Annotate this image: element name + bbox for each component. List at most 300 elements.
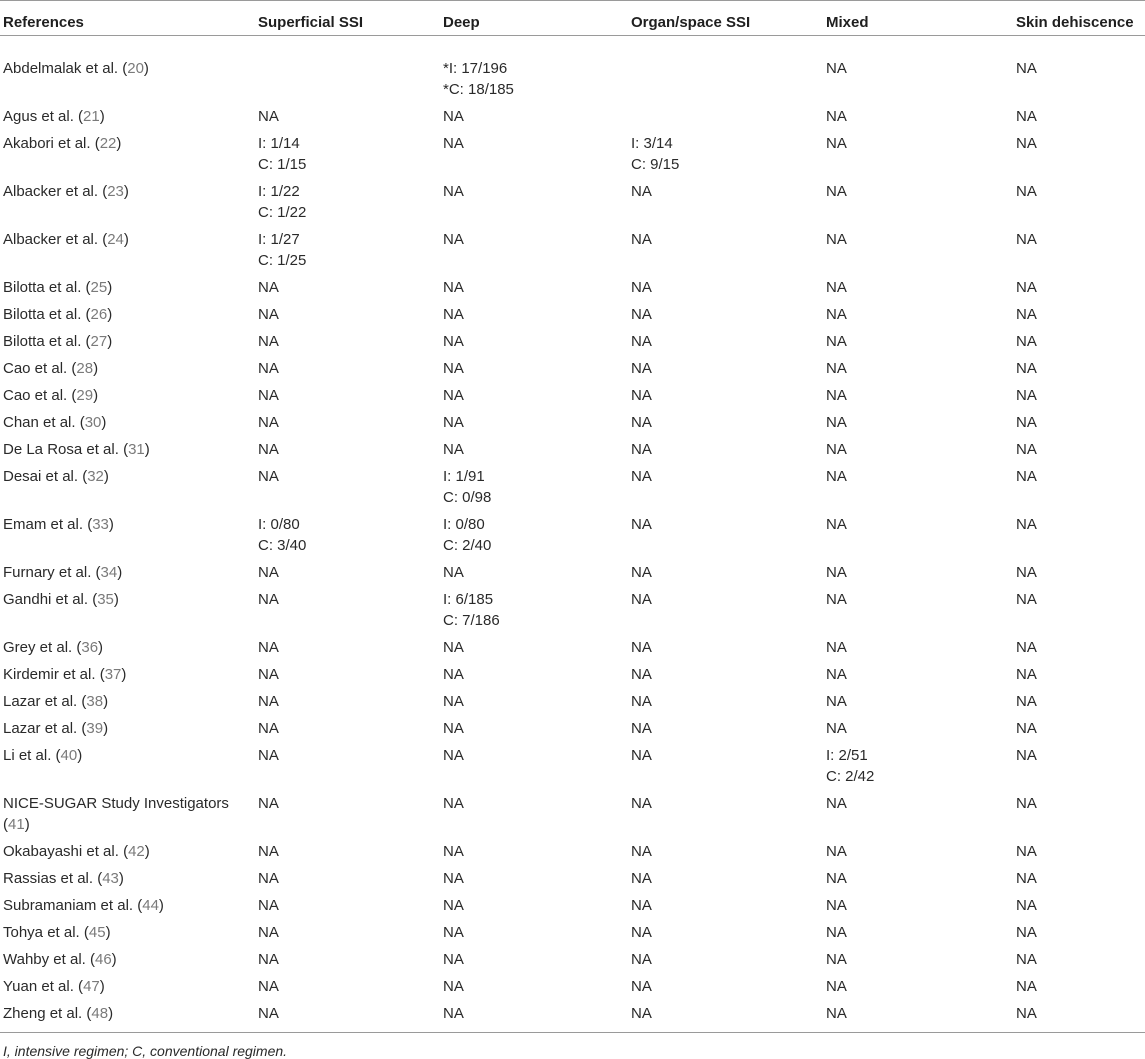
reference-cell xyxy=(0,943,258,970)
citation-link[interactable]: 45 xyxy=(88,924,106,941)
cell-value: NA xyxy=(1016,231,1037,248)
skin-dehiscence-cell xyxy=(1016,508,1145,556)
mixed-cell xyxy=(826,835,1016,862)
mixed-cell xyxy=(826,508,1016,556)
citation-link[interactable]: 21 xyxy=(83,108,100,125)
citation-link[interactable]: 40 xyxy=(60,747,78,764)
reference-text: Subramaniam et al. ( xyxy=(3,897,143,914)
cell-value: NA xyxy=(631,639,652,656)
cell-value: NA xyxy=(443,387,464,404)
skin-dehiscence-cell xyxy=(1016,835,1145,862)
mixed-cell xyxy=(826,583,1016,631)
cell-value: NA xyxy=(1016,414,1037,431)
reference-text: Zheng et al. ( xyxy=(3,1005,92,1022)
mixed-cell xyxy=(826,352,1016,379)
citation-close-paren: ) xyxy=(93,387,99,404)
citation-close-paren: ) xyxy=(117,564,123,581)
mixed-cell xyxy=(826,175,1016,223)
cell-value: NA xyxy=(258,468,279,485)
cell-value: NA xyxy=(443,795,464,812)
deep-cell xyxy=(443,916,631,943)
skin-dehiscence-cell xyxy=(1016,127,1145,175)
cell-value: NA xyxy=(826,468,847,485)
citation-link[interactable]: 43 xyxy=(102,870,119,887)
cell-value: NA xyxy=(826,870,847,887)
organ-space-ssi-cell xyxy=(631,889,826,916)
table-row xyxy=(0,712,1145,739)
cell-value: I: 6/185 xyxy=(443,591,494,608)
skin-dehiscence-cell xyxy=(1016,460,1145,508)
deep-cell xyxy=(443,658,631,685)
citation-link[interactable]: 46 xyxy=(94,951,112,968)
citation-close-paren: ) xyxy=(99,978,105,995)
reference-text: Li et al. ( xyxy=(3,747,61,764)
citation-close-paren: ) xyxy=(116,135,122,152)
deep-cell xyxy=(443,583,631,631)
citation-close-paren: ) xyxy=(103,720,109,737)
cell-value: NA xyxy=(443,183,464,200)
reference-cell xyxy=(0,631,258,658)
mixed-cell xyxy=(826,970,1016,997)
cell-value: NA xyxy=(631,468,652,485)
citation-link[interactable]: 25 xyxy=(90,279,108,296)
cell-value: NA xyxy=(1016,720,1037,737)
header-superficial-ssi: Superficial SSI xyxy=(258,1,443,36)
cell-value: NA xyxy=(443,639,464,656)
cell-value: NA xyxy=(1016,591,1037,608)
table-row xyxy=(0,943,1145,970)
mixed-cell xyxy=(826,739,1016,787)
citation-close-paren: ) xyxy=(121,666,127,683)
table-row xyxy=(0,433,1145,460)
cell-value: NA xyxy=(1016,978,1037,995)
deep-cell xyxy=(443,406,631,433)
deep-cell xyxy=(443,223,631,271)
reference-cell xyxy=(0,787,258,835)
skin-dehiscence-cell xyxy=(1016,223,1145,271)
cell-value: NA xyxy=(258,414,279,431)
skin-dehiscence-cell xyxy=(1016,997,1145,1033)
citation-link[interactable]: 32 xyxy=(87,468,104,485)
skin-dehiscence-cell xyxy=(1016,36,1145,101)
superficial-ssi-cell xyxy=(258,271,443,298)
citation-close-paren: ) xyxy=(105,924,111,941)
cell-value: NA xyxy=(258,951,279,968)
cell-value: NA xyxy=(1016,795,1037,812)
citation-close-paren: ) xyxy=(123,183,129,200)
superficial-ssi-cell xyxy=(258,298,443,325)
organ-space-ssi-cell xyxy=(631,787,826,835)
organ-space-ssi-cell xyxy=(631,970,826,997)
cell-value: NA xyxy=(1016,1005,1037,1022)
cell-value: NA xyxy=(1016,843,1037,860)
reference-cell xyxy=(0,433,258,460)
cell-value: NA xyxy=(826,693,847,710)
cell-value: NA xyxy=(826,441,847,458)
cell-value: I: 0/80 xyxy=(258,516,300,533)
table-row xyxy=(0,862,1145,889)
superficial-ssi-cell xyxy=(258,100,443,127)
table-row xyxy=(0,298,1145,325)
cell-value: NA xyxy=(631,747,652,764)
reference-cell xyxy=(0,223,258,271)
organ-space-ssi-cell xyxy=(631,556,826,583)
citation-link[interactable]: 22 xyxy=(99,135,117,152)
mixed-cell xyxy=(826,943,1016,970)
cell-value: NA xyxy=(826,333,847,350)
citation-link[interactable]: 35 xyxy=(97,591,114,608)
deep-cell xyxy=(443,298,631,325)
superficial-ssi-cell xyxy=(258,406,443,433)
table-footnote: I, intensive regimen; C, conventional regimen. xyxy=(3,1043,288,1059)
citation-link[interactable]: 20 xyxy=(127,60,144,77)
mixed-cell xyxy=(826,325,1016,352)
cell-value: NA xyxy=(258,564,279,581)
superficial-ssi-cell xyxy=(258,685,443,712)
cell-value: NA xyxy=(631,231,652,248)
reference-cell xyxy=(0,127,258,175)
table-row xyxy=(0,352,1145,379)
reference-text: Emam et al. ( xyxy=(3,516,93,533)
citation-link[interactable]: 48 xyxy=(91,1005,109,1022)
cell-value: C: 1/22 xyxy=(258,204,307,221)
skin-dehiscence-cell xyxy=(1016,325,1145,352)
organ-space-ssi-cell xyxy=(631,175,826,223)
cell-value: NA xyxy=(826,978,847,995)
cell-value: I: 1/22 xyxy=(258,183,300,200)
reference-text: Tohya et al. ( xyxy=(3,924,89,941)
citation-link[interactable]: 47 xyxy=(83,978,100,995)
cell-value: *C: 18/185 xyxy=(443,81,514,98)
cell-value: NA xyxy=(443,747,464,764)
organ-space-ssi-cell xyxy=(631,325,826,352)
cell-value: NA xyxy=(443,279,464,296)
cell-value: NA xyxy=(258,279,279,296)
deep-cell xyxy=(443,127,631,175)
skin-dehiscence-cell xyxy=(1016,175,1145,223)
citation-link[interactable]: 44 xyxy=(142,897,159,914)
cell-value: I: 1/14 xyxy=(258,135,300,152)
reference-text: Yuan et al. ( xyxy=(3,978,84,995)
cell-value: NA xyxy=(826,666,847,683)
citation-close-paren: ) xyxy=(107,279,113,296)
cell-value: C: 2/42 xyxy=(826,768,875,785)
skin-dehiscence-cell xyxy=(1016,583,1145,631)
cell-value: NA xyxy=(443,693,464,710)
reference-text: Wahby et al. ( xyxy=(3,951,95,968)
reference-text: Agus et al. ( xyxy=(3,108,84,125)
mixed-cell xyxy=(826,631,1016,658)
cell-value: NA xyxy=(258,333,279,350)
cell-value: NA xyxy=(631,441,652,458)
skin-dehiscence-cell xyxy=(1016,685,1145,712)
organ-space-ssi-cell xyxy=(631,36,826,101)
table-row xyxy=(0,997,1145,1033)
mixed-cell xyxy=(826,433,1016,460)
reference-text: Cao et al. ( xyxy=(3,360,77,377)
citation-close-paren: ) xyxy=(99,108,105,125)
table-row xyxy=(0,889,1145,916)
table-row xyxy=(0,175,1145,223)
organ-space-ssi-cell xyxy=(631,997,826,1033)
cell-value: NA xyxy=(443,1005,464,1022)
skin-dehiscence-cell xyxy=(1016,712,1145,739)
cell-value: NA xyxy=(631,279,652,296)
cell-value: NA xyxy=(826,924,847,941)
deep-cell xyxy=(443,175,631,223)
cell-value: NA xyxy=(443,333,464,350)
cell-value: C: 0/98 xyxy=(443,489,492,506)
organ-space-ssi-cell xyxy=(631,100,826,127)
citation-link[interactable]: 41 xyxy=(8,816,25,833)
cell-value: NA xyxy=(443,564,464,581)
citation-close-paren: ) xyxy=(158,897,164,914)
deep-cell xyxy=(443,943,631,970)
reference-cell xyxy=(0,352,258,379)
header-mixed: Mixed xyxy=(826,1,1016,36)
table-row xyxy=(0,631,1145,658)
citation-close-paren: ) xyxy=(103,693,109,710)
cell-value: NA xyxy=(1016,135,1037,152)
citation-close-paren: ) xyxy=(107,333,113,350)
citation-close-paren: ) xyxy=(108,516,114,533)
citation-close-paren: ) xyxy=(108,1005,114,1022)
superficial-ssi-cell xyxy=(258,36,443,101)
citation-link[interactable]: 26 xyxy=(90,306,108,323)
cell-value: NA xyxy=(631,387,652,404)
organ-space-ssi-cell xyxy=(631,223,826,271)
cell-value: NA xyxy=(631,333,652,350)
cell-value: NA xyxy=(258,387,279,404)
cell-value: NA xyxy=(258,747,279,764)
cell-value: NA xyxy=(631,516,652,533)
reference-cell xyxy=(0,36,258,101)
reference-cell xyxy=(0,379,258,406)
reference-text: Desai et al. ( xyxy=(3,468,88,485)
citation-close-paren: ) xyxy=(113,591,119,608)
skin-dehiscence-cell xyxy=(1016,739,1145,787)
superficial-ssi-cell xyxy=(258,787,443,835)
deep-cell xyxy=(443,862,631,889)
superficial-ssi-cell xyxy=(258,889,443,916)
citation-link[interactable]: 39 xyxy=(86,720,104,737)
cell-value: NA xyxy=(443,108,464,125)
cell-value: NA xyxy=(826,951,847,968)
superficial-ssi-cell xyxy=(258,631,443,658)
cell-value: NA xyxy=(443,135,464,152)
citation-link[interactable]: 29 xyxy=(76,387,94,404)
citation-link[interactable]: 23 xyxy=(107,183,124,200)
cell-value: NA xyxy=(1016,870,1037,887)
header-row xyxy=(0,1,1145,36)
reference-text: Bilotta et al. ( xyxy=(3,306,91,323)
organ-space-ssi-cell xyxy=(631,712,826,739)
skin-dehiscence-cell xyxy=(1016,787,1145,835)
cell-value: I: 2/51 xyxy=(826,747,868,764)
mixed-cell xyxy=(826,460,1016,508)
header-skin-dehiscence: Skin dehiscence xyxy=(1016,1,1145,36)
cell-value: I: 0/80 xyxy=(443,516,485,533)
cell-value: NA xyxy=(631,414,652,431)
cell-value: NA xyxy=(258,108,279,125)
citation-link[interactable]: 30 xyxy=(84,414,102,431)
cell-value: NA xyxy=(631,306,652,323)
citation-link[interactable]: 27 xyxy=(90,333,108,350)
skin-dehiscence-cell xyxy=(1016,970,1145,997)
cell-value: NA xyxy=(443,924,464,941)
cell-value: NA xyxy=(1016,639,1037,656)
reference-cell xyxy=(0,970,258,997)
cell-value: NA xyxy=(258,870,279,887)
cell-value: NA xyxy=(443,666,464,683)
skin-dehiscence-cell xyxy=(1016,916,1145,943)
skin-dehiscence-cell xyxy=(1016,298,1145,325)
citation-link[interactable]: 24 xyxy=(107,231,124,248)
deep-cell xyxy=(443,271,631,298)
cell-value: NA xyxy=(631,720,652,737)
organ-space-ssi-cell xyxy=(631,943,826,970)
cell-value: NA xyxy=(826,1005,847,1022)
cell-value: NA xyxy=(258,666,279,683)
deep-cell xyxy=(443,352,631,379)
reference-cell xyxy=(0,685,258,712)
deep-cell xyxy=(443,787,631,835)
cell-value: *I: 17/196 xyxy=(443,60,508,77)
table-row xyxy=(0,556,1145,583)
cell-value: NA xyxy=(826,414,847,431)
reference-text: NICE-SUGAR Study Investigators ( xyxy=(3,795,229,833)
organ-space-ssi-cell xyxy=(631,460,826,508)
mixed-cell xyxy=(826,379,1016,406)
cell-value: NA xyxy=(1016,924,1037,941)
citation-link[interactable]: 28 xyxy=(76,360,94,377)
reference-text: Abdelmalak et al. ( xyxy=(3,60,128,77)
skin-dehiscence-cell xyxy=(1016,379,1145,406)
citation-close-paren: ) xyxy=(103,468,109,485)
citation-close-paren: ) xyxy=(98,639,104,656)
deep-cell xyxy=(443,997,631,1033)
citation-link[interactable]: 34 xyxy=(100,564,118,581)
cell-value: NA xyxy=(826,108,847,125)
mixed-cell xyxy=(826,787,1016,835)
cell-value: NA xyxy=(1016,279,1037,296)
cell-value: NA xyxy=(631,870,652,887)
citation-close-paren: ) xyxy=(118,870,124,887)
reference-text: Albacker et al. ( xyxy=(3,183,108,200)
table-header xyxy=(0,1,1145,36)
organ-space-ssi-cell xyxy=(631,916,826,943)
mixed-cell xyxy=(826,100,1016,127)
cell-value: NA xyxy=(1016,468,1037,485)
reference-cell xyxy=(0,406,258,433)
organ-space-ssi-cell xyxy=(631,298,826,325)
citation-link[interactable]: 38 xyxy=(86,693,104,710)
citation-close-paren: ) xyxy=(123,231,129,248)
superficial-ssi-cell xyxy=(258,997,443,1033)
organ-space-ssi-cell xyxy=(631,271,826,298)
cell-value: NA xyxy=(258,720,279,737)
mixed-cell xyxy=(826,916,1016,943)
cell-value: NA xyxy=(443,951,464,968)
cell-value: NA xyxy=(826,843,847,860)
cell-value: NA xyxy=(443,306,464,323)
mixed-cell xyxy=(826,406,1016,433)
deep-cell xyxy=(443,433,631,460)
reference-cell xyxy=(0,556,258,583)
table-row xyxy=(0,271,1145,298)
reference-text: Cao et al. ( xyxy=(3,387,77,404)
skin-dehiscence-cell xyxy=(1016,631,1145,658)
cell-value: NA xyxy=(631,666,652,683)
citation-link[interactable]: 33 xyxy=(92,516,109,533)
deep-cell xyxy=(443,508,631,556)
reference-text: Gandhi et al. ( xyxy=(3,591,98,608)
deep-cell xyxy=(443,556,631,583)
organ-space-ssi-cell xyxy=(631,406,826,433)
table-row xyxy=(0,325,1145,352)
citation-link[interactable]: 37 xyxy=(104,666,122,683)
cell-value: NA xyxy=(258,306,279,323)
reference-text: Chan et al. ( xyxy=(3,414,85,431)
deep-cell xyxy=(443,36,631,101)
cell-value: NA xyxy=(1016,333,1037,350)
header-references: References xyxy=(0,1,258,36)
cell-value: NA xyxy=(258,1005,279,1022)
superficial-ssi-cell xyxy=(258,325,443,352)
organ-space-ssi-cell xyxy=(631,433,826,460)
skin-dehiscence-cell xyxy=(1016,556,1145,583)
reference-cell xyxy=(0,271,258,298)
cell-value: C: 1/25 xyxy=(258,252,307,269)
reference-cell xyxy=(0,712,258,739)
citation-link[interactable]: 31 xyxy=(128,441,145,458)
table-row xyxy=(0,508,1145,556)
cell-value: NA xyxy=(443,870,464,887)
cell-value: NA xyxy=(826,306,847,323)
superficial-ssi-cell xyxy=(258,175,443,223)
cell-value: NA xyxy=(826,591,847,608)
cell-value: NA xyxy=(1016,360,1037,377)
cell-value: NA xyxy=(826,183,847,200)
citation-link[interactable]: 42 xyxy=(128,843,145,860)
deep-cell xyxy=(443,631,631,658)
table-row xyxy=(0,223,1145,271)
superficial-ssi-cell xyxy=(258,379,443,406)
mixed-cell xyxy=(826,658,1016,685)
deep-cell xyxy=(443,325,631,352)
cell-value: NA xyxy=(443,231,464,248)
reference-cell xyxy=(0,325,258,352)
skin-dehiscence-cell xyxy=(1016,862,1145,889)
superficial-ssi-cell xyxy=(258,556,443,583)
cell-value: NA xyxy=(1016,564,1037,581)
cell-value: NA xyxy=(1016,951,1037,968)
reference-cell xyxy=(0,100,258,127)
reference-cell xyxy=(0,460,258,508)
reference-cell xyxy=(0,835,258,862)
superficial-ssi-cell xyxy=(258,658,443,685)
skin-dehiscence-cell xyxy=(1016,100,1145,127)
deep-cell xyxy=(443,712,631,739)
cell-value: NA xyxy=(631,360,652,377)
table-row xyxy=(0,787,1145,835)
reference-cell xyxy=(0,862,258,889)
citation-link[interactable]: 36 xyxy=(81,639,99,656)
reference-text: De La Rosa et al. ( xyxy=(3,441,129,458)
mixed-cell xyxy=(826,997,1016,1033)
cell-value: C: 3/40 xyxy=(258,537,307,554)
cell-value: NA xyxy=(443,441,464,458)
